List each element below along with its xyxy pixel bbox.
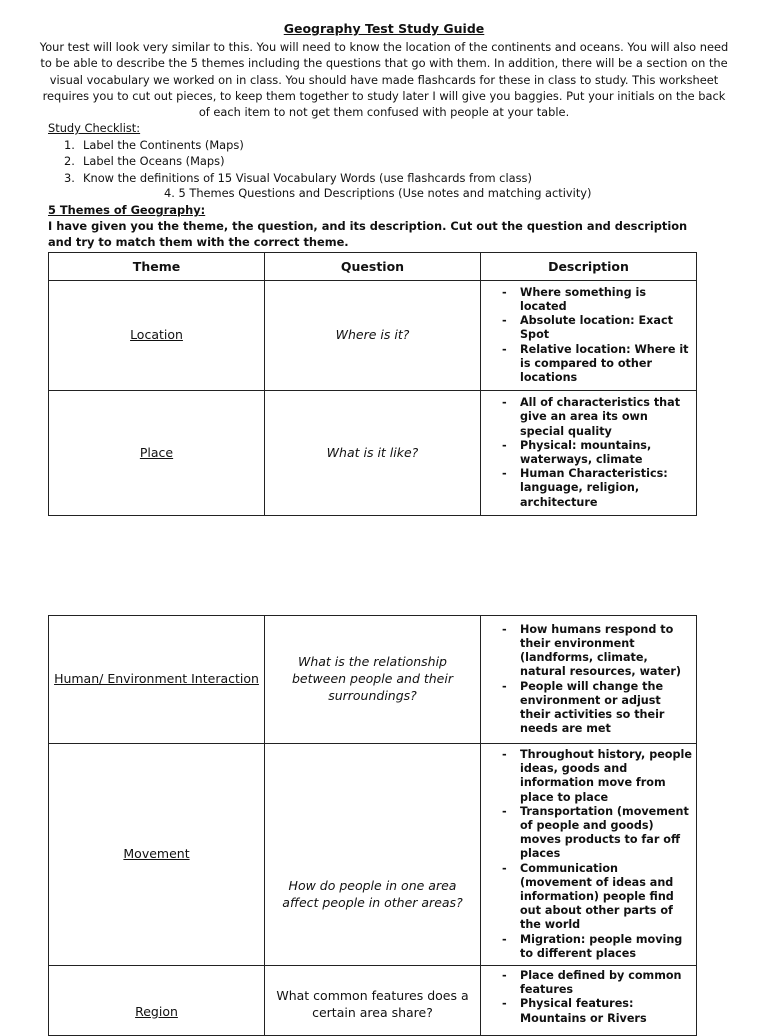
description-cell [481, 966, 697, 1036]
description-item: - Transportation (movement of people and goods) moves products to far off places [481, 805, 692, 862]
study-checklist [64, 137, 532, 186]
theme-cell: Human/ Environment Interaction [49, 616, 265, 744]
checklist-item-number: 2. [64, 154, 75, 169]
description-item: - Physical: mountains, waterways, climate [481, 439, 692, 467]
checklist-item-4: 4. 5 Themes Questions and Descriptions (Use notes and matching activity) [164, 186, 592, 200]
intro-paragraph: Your test will look very similar to this. You will need to know the location of the continents and oceans. You will also need to be able to describe the 5 themes including the questions that go with them. In addition, there will be a section on the visual vocabulary we worked on in class. You should have made flashcards for these in class to study. This worksheet requires you to cut out pieces, to keep them together to study later I will give you baggies. Put your initials on the back of each item to not get them confused with people at your table. [39, 40, 729, 120]
question-cell: Where is it? [265, 281, 481, 391]
theme-cell: Movement [49, 744, 265, 966]
description-item: - Migration: people moving to different places [481, 933, 692, 961]
table-header-row [49, 253, 697, 281]
description-item: - How humans respond to their environment (landforms, climate, natural resources, water) [481, 623, 692, 680]
table-row [49, 744, 697, 966]
checklist-item [64, 153, 532, 169]
themes-table-bottom [48, 615, 697, 1036]
checklist-item [64, 170, 532, 186]
checklist-label: Study Checklist: [48, 121, 141, 135]
theme-cell: Region [49, 966, 265, 1036]
description-item: - Human Characteristics: language, religion, architecture [481, 467, 692, 510]
page-title: Geography Test Study Guide [283, 21, 485, 36]
description-item: - Absolute location: Exact Spot [481, 314, 692, 342]
header-description: Description [481, 253, 697, 281]
checklist-item-text: Label the Oceans (Maps) [83, 154, 225, 169]
question-cell: What common features does a certain area share? [265, 966, 481, 1036]
description-item: - Throughout history, people ideas, goods and information move from place to place [481, 748, 692, 805]
description-item: - All of characteristics that give an area its own special quality [481, 396, 692, 439]
description-item: - Relative location: Where it is compared to other locations [481, 343, 692, 386]
question-cell: What is it like? [265, 391, 481, 516]
description-item: - Where something is located [481, 286, 692, 314]
question-cell: What is the relationship between people and their surroundings? [265, 616, 481, 744]
header-question: Question [265, 253, 481, 281]
table-row [49, 966, 697, 1036]
themes-instructions: I have given you the theme, the question, and its description. Cut out the question and description and try to match them with the correct theme. [48, 219, 688, 249]
themes-heading: 5 Themes of Geography: [48, 203, 206, 217]
themes-table-top [48, 252, 697, 516]
description-item: - Communication (movement of ideas and information) people find out about other parts of the world [481, 862, 692, 933]
theme-cell: Place [49, 391, 265, 516]
checklist-item-number: 3. [64, 170, 75, 185]
theme-cell: Location [49, 281, 265, 391]
header-theme: Theme [49, 253, 265, 281]
checklist-item-text: Know the definitions of 15 Visual Vocabulary Words (use flashcards from class) [83, 170, 532, 185]
checklist-item-text: Label the Continents (Maps) [83, 138, 244, 152]
question-cell: How do people in one area affect people in other areas? [265, 744, 481, 966]
table-row [49, 616, 697, 744]
description-item: - Physical features: Mountains or Rivers [481, 997, 692, 1025]
checklist-item-number: 1. [64, 138, 75, 152]
description-cell [481, 616, 697, 744]
table-row [49, 281, 697, 391]
checklist-item [64, 137, 532, 153]
table-row [49, 391, 697, 516]
description-cell [481, 744, 697, 966]
description-cell [481, 391, 697, 516]
description-item: - People will change the environment or adjust their activities so their needs are met [481, 680, 692, 737]
description-cell [481, 281, 697, 391]
description-item: - Place defined by common features [481, 969, 692, 997]
